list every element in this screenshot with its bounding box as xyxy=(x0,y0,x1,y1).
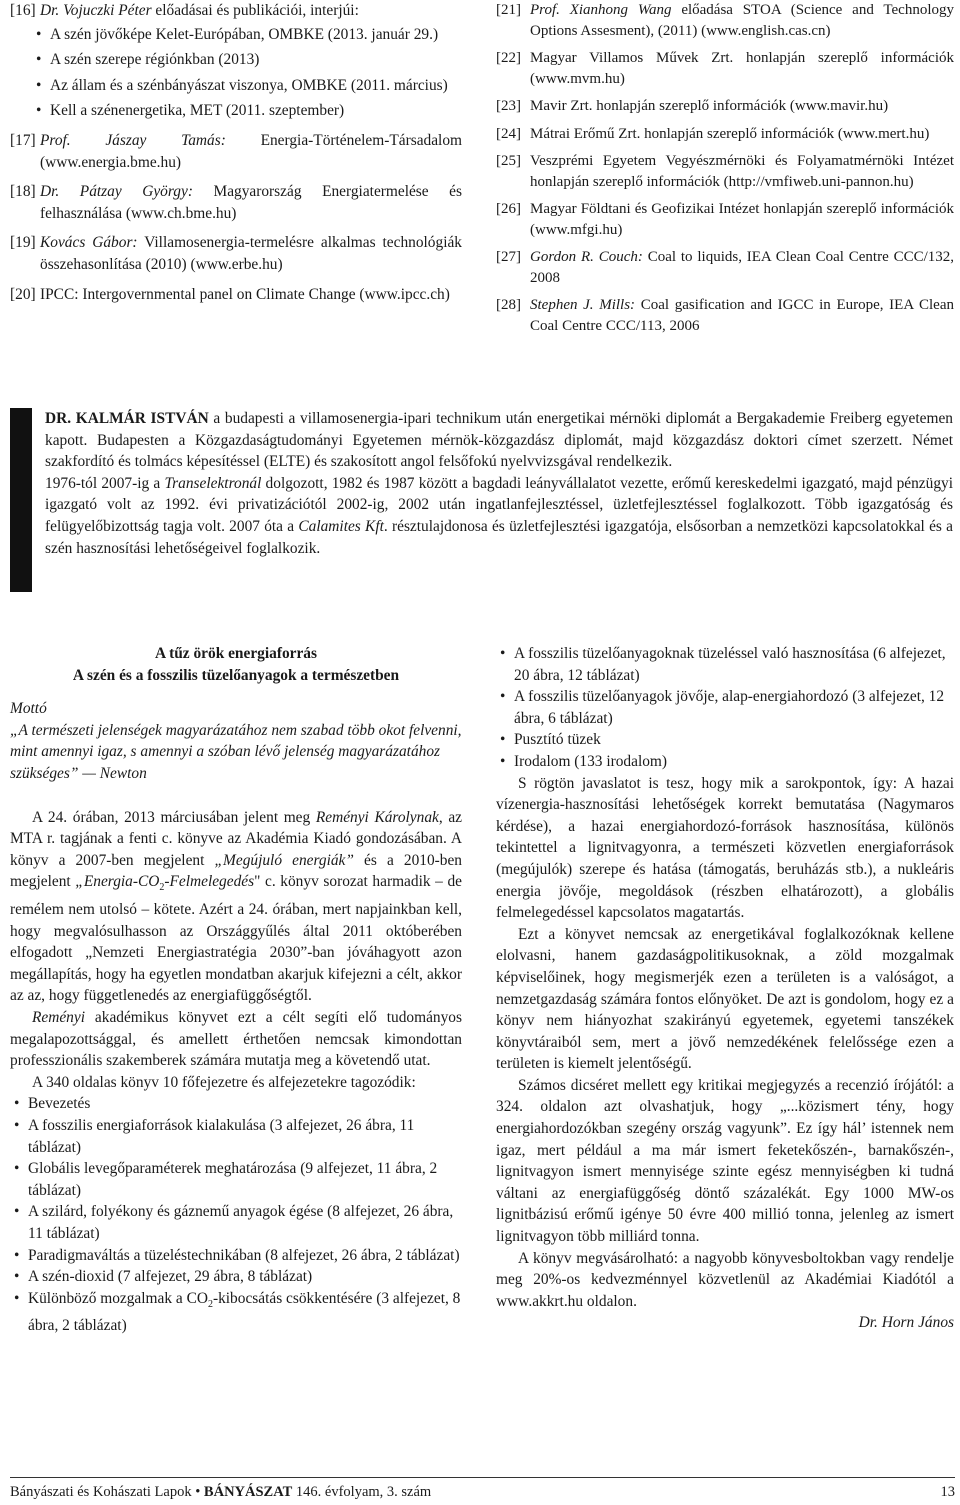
list-item: • Különböző mozgalmak a $CO_2$-kibocsátás csökkentésére (3 alfejezet, 8 ábra, 2 táblázat) xyxy=(10,1288,462,1337)
reference-text: előadásai és publikációi, interjúi: xyxy=(151,2,359,19)
article-title: A tűz örök energiaforrás xyxy=(155,645,317,662)
page-footer xyxy=(10,1477,955,1502)
reference-27: [27] Gordon R. Couch: Coal to liquids, IEA Clean Coal Centre CCC/132, 2008 xyxy=(496,249,955,286)
journal-name: Bányászati és Kohászati Lapok • BÁNYÁSZAT 146. évfolyam, 3. szám xyxy=(10,1484,432,1500)
references-right xyxy=(496,0,954,343)
reference-28: [28] Stephen J. Mills: Coal gasification and IGCC in Europe, IEA Clean Coal Centre CCC/113, 2006 xyxy=(496,297,954,334)
list-item: • Az állam és a szénbányászat viszonya, OMBKE (2011. március) xyxy=(32,75,462,97)
list-item: • A fosszilis tüzelőanyagok jövője, alap-energiahordozó (3 alfejezet, 12 ábra, 6 táblázat) xyxy=(496,686,954,729)
list-item: • Irodalom (133 irodalom) xyxy=(496,751,954,773)
paragraph: A 24. órában, 2013 márciusában jelent meg Reményi Károlynak, az MTA r. tagjának a fenti c. könyve az Akadémia Kiadó gondozásában. A könyv a 2007-ben megjelent „Megújuló energiák” és a 2010-ben megjelent $„Energia-CO_2$-Felmelegedés" c. könyv sorozat harmadik – de remélem nem utolsó – kötete. Azért a 24. órában, mert napjainkban kell, hogy megvalósulhasson az Országgyűlés által 2011 októberében elfogadott „Nemzeti Energiastratégia 2030”-ban jóváhagyott azon megállapítás, hogy ha egyetlen mondatban akarjuk kifejezni a célt, akkor az az, hogy függetlenedés az energiafüggőségtől. xyxy=(10,808,462,1005)
chapter-list xyxy=(10,1093,462,1337)
list-item: • A szén jövőképe Kelet-Európában, OMBKE (2013. január 29.) xyxy=(32,24,462,46)
motto-text: „A természeti jelenségek magyarázatához nem szabad több okot felvenni, mint amennyi igaz, s amennyi a szóban lévő jelenség magyarázatához szükséges” — Newton xyxy=(10,721,462,782)
reference-22: [22] Magyar Villamos Művek Zrt. honlapján szereplő információk (www.mvm.hu) xyxy=(496,50,954,87)
reference-16 xyxy=(10,0,462,22)
reference-23: [23] Mavir Zrt. honlapján szereplő információk (www.mavir.hu) xyxy=(496,98,889,114)
reference-author: Dr. Vojuczki Péter xyxy=(40,2,152,19)
references-left xyxy=(10,0,462,313)
article-subtitle: A szén és a fosszilis tüzelőanyagok a természetben xyxy=(72,666,400,684)
list-item: • Pusztító tüzek xyxy=(496,729,954,751)
reference-18: [18] Dr. Pátzay György: Magyarország Energiatermelése és felhasználása (www.ch.bme.hu) xyxy=(10,183,462,222)
signature: Dr. Horn János xyxy=(858,1314,954,1332)
reference-20: [20] IPCC: Intergovernmental panel on Climate Change (www.ipcc.ch) xyxy=(10,285,450,303)
reference-24: [24] Mátrai Erőmű Zrt. honlapján szereplő információk (www.mert.hu) xyxy=(496,125,930,142)
bio-name: DR. KALMÁR ISTVÁN xyxy=(45,410,209,427)
article-left xyxy=(10,643,462,1337)
list-item: • Paradigmaváltás a tüzeléstechnikában (8 alfejezet, 26 ábra, 2 táblázat) xyxy=(10,1245,462,1267)
bio-bar xyxy=(10,408,32,592)
motto-label: Mottó xyxy=(10,700,47,718)
paragraph: S rögtön javaslatot is tesz, hogy mik a sarokpontok, így: A hazai vízenergia-hasznosítási lehetőségek korrekt bemutatása (Nagymaros kérdése), a hazai energiahordozó-források hasznosítása, különös tekintettel a lignitvagyonra, a természeti közvetlen energiaforrások (megújulók) szerepe és hatása (támogatás, beruházás stb.), a nukleáris energia jövője, megoldások (részben elhatározott), a globális felmelegedéssel kapcsolatos magatartás. xyxy=(496,774,954,922)
chapter-list-continued xyxy=(496,643,954,773)
list-item: • Globális levegőparaméterek meghatározása (9 alfejezet, 11 ábra, 2 táblázat) xyxy=(10,1158,462,1201)
list-item: • A szén szerepe régiónkban (2013) xyxy=(32,49,462,71)
list-item: • A szilárd, folyékony és gáznemű anyagok égése (8 alfejezet, 26 ábra, 11 táblázat) xyxy=(10,1201,462,1244)
reference-21: [21] Prof. Xianhong Wang előadása STOA (Science and Technology Options Assesment), (2011) (www.english.cas.cn) xyxy=(496,2,954,39)
bio-text: DR. KALMÁR ISTVÁN a budapesti a villamosenergia-ipari technikum után energetikai mérnöki diplomát a Bergakademie Freiberg egyetemen kapott. Budapesten a Közgazdaságtudományi Egyetemen mérnök-közgazdász diplomát, majd közgazdász doktori címet szerzett. Német szakfordító és tolmács képesítéssel (ELTE) és szakosított angol felsőfokú nyelvvizsgával rendelkezik. 1976-tól 2007-ig a Transelektronál dolgozott, 1982 és 1987 között a bagdadi leányvállalatot vezette, erőmű kereskedelmi igazgató, majd pénzügyi igazgató volt az 1992. évi privatizációtól 2002-ig, 2002 után ingatlanfejlesztéssel, üzletfejlesztéssel foglalkozott. Több igazgatóság és felügyelőbizottság tagja volt. 2007 óta a Calamites Kft. résztulajdonosa és üzletfejlesztési igazgatója, elsősorban a nemzetközi kapcsolatokkal és a szén hasznosítási lehetőségeivel foglalkozik. xyxy=(45,410,953,557)
list-item: • A fosszilis energiaforrások kialakulása (3 alfejezet, 26 ábra, 11 táblázat) xyxy=(10,1115,462,1158)
reference-25: [25] Veszprémi Egyetem Vegyészmérnöki és Folyamatmérnöki Intézet honlapján szereplő információk (http://vmfiweb.uni-pannon.hu) xyxy=(496,153,954,190)
page-number: 13 xyxy=(940,1484,955,1500)
reference-number: [16] xyxy=(10,2,36,19)
reference-19: [19] Kovács Gábor: Villamosenergia-termelésre alkalmas technológiák összehasonlítása (2010) (www.erbe.hu) xyxy=(10,234,462,273)
reference-17: [17] Prof. Jászay Tamás: Energia-Történelem-Társadalom (www.energia.bme.hu) xyxy=(10,131,462,171)
paragraph: Ezt a könyvet nemcsak az energetikával foglalkozóknak kellene elolvasni, hanem gazdaságpolitikusoknak, a zöld mozgalmak képviselőinek, hogy megismerjék ezen a területen is a valóságot, a nemzetgazdaság számára fontos előnyöket. De azt is gondolom, hogy ez a könyv nem hiányozhat szakirányú egyetemek, egyetemi tanszékek könyvtáraiból sem, mert a jövő nemzedékének felelőssége ezen a területen is kiemelt jelentőségű. xyxy=(496,925,954,1073)
paragraph: Számos dicséret mellett egy kritikai megjegyzés a recenzió írójától: a 324. oldalon azt olvashatjuk, hogy „...közismert tény, hogy energiahordozókban szegény ország vagyunk”. Ez így hál’ istennek nem igaz, mert például a ma már ismert feketekőszén-, barnakőszén-, lignitvagyon ismert mennyisége szinte egész mennyiségben ki tudná váltani az energiafüggőség döntő százalékát. Egy 1000 MW-os lignitbázisú erőmű igénye 50 évre 400 millió tonna, jelenleg az ismert lignitvagyon több milliárd tonna. xyxy=(496,1076,954,1246)
list-item: • Bevezetés xyxy=(10,1093,462,1115)
paragraph: Reményi akadémikus könyvet ezt a célt segíti elő tudományos megalapozottsággal, és amellett érthetően nemcsak kimondottan professzionális szakemberek számára mutatja meg a követendő utat. xyxy=(10,1008,462,1070)
paragraph: A 340 oldalas könyv 10 főfejezetre és alfejezetekre tagozódik: xyxy=(32,1073,416,1091)
article-right xyxy=(496,643,954,1334)
list-item: • A fosszilis tüzelőanyagoknak tüzeléssel való hasznosítása (6 alfejezet, 20 ábra, 12 táblázat) xyxy=(496,643,954,686)
reference-26: [26] Magyar Földtani és Geofizikai Intézet honlapján szereplő információk (www.mfgi.hu) xyxy=(496,201,954,238)
reference-16-bullets xyxy=(10,24,462,122)
paragraph: A könyv megvásárolható: a nagyobb könyvesboltokban vagy rendelje meg 20%-os kedvezménnyel közvetlenül az Akadémiai Kiadótól a www.akkrt.hu oldalon. xyxy=(496,1249,954,1310)
list-item: • A szén-dioxid (7 alfejezet, 29 ábra, 8 táblázat) xyxy=(10,1266,462,1288)
list-item: • Kell a szénenergetika, MET (2011. szeptember) xyxy=(32,100,462,122)
